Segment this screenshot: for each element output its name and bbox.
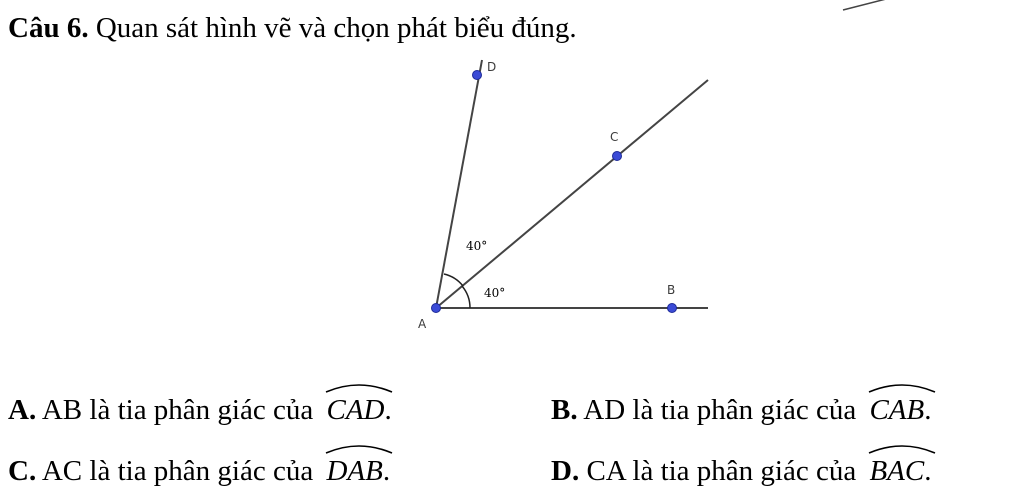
ray-ad [436, 60, 482, 308]
question-number: Câu 6. [8, 12, 89, 44]
answer-text: AC là tia phân giác của [41, 455, 314, 487]
answer-text: CA là tia phân giác của [586, 455, 857, 487]
answer-end: . [924, 394, 932, 426]
answer-a[interactable] [8, 386, 392, 428]
answer-letter: B. [551, 394, 578, 426]
angle-name: BAC [869, 455, 925, 487]
point-label-c: C [610, 130, 619, 144]
angle-name: CAB [869, 394, 925, 426]
answer-end: . [382, 455, 391, 487]
answer-letter: C. [8, 455, 37, 487]
stray-line [843, 0, 890, 10]
answer-b[interactable] [551, 386, 932, 428]
angle-hat-icon [324, 441, 394, 455]
answer-text: AD là tia phân giác của [583, 394, 857, 426]
angle-name: DAB [326, 455, 383, 487]
answer-letter: A. [8, 394, 37, 426]
angle-symbol [326, 447, 382, 489]
point-label-b: B [667, 283, 676, 297]
angle-label-upper: 40° [466, 239, 488, 253]
answer-letter: D. [551, 455, 580, 487]
angle-symbol [326, 386, 384, 428]
answer-end: . [924, 455, 932, 487]
question-text: Quan sát hình vẽ và chọn phát biểu đúng. [95, 12, 577, 44]
answer-c[interactable] [8, 447, 390, 489]
point-c [613, 152, 622, 161]
angle-hat-icon [324, 380, 394, 394]
angle-symbol [869, 386, 924, 428]
point-label-d: D [487, 60, 497, 74]
point-d [473, 71, 482, 80]
angle-name: CAD [326, 394, 385, 426]
angle-hat-icon [867, 380, 937, 394]
point-a [432, 304, 441, 313]
ray-ac [436, 80, 708, 308]
point-label-a: A [418, 317, 427, 331]
angle-hat-icon [867, 441, 937, 455]
answer-d[interactable] [551, 447, 932, 489]
angle-symbol [869, 447, 924, 489]
answer-text: AB là tia phân giác của [41, 394, 314, 426]
angle-arc-lower [462, 286, 470, 308]
point-b [668, 304, 677, 313]
angle-arc-upper [444, 274, 463, 286]
answer-end: . [384, 394, 392, 426]
angle-label-lower: 40° [484, 286, 506, 300]
